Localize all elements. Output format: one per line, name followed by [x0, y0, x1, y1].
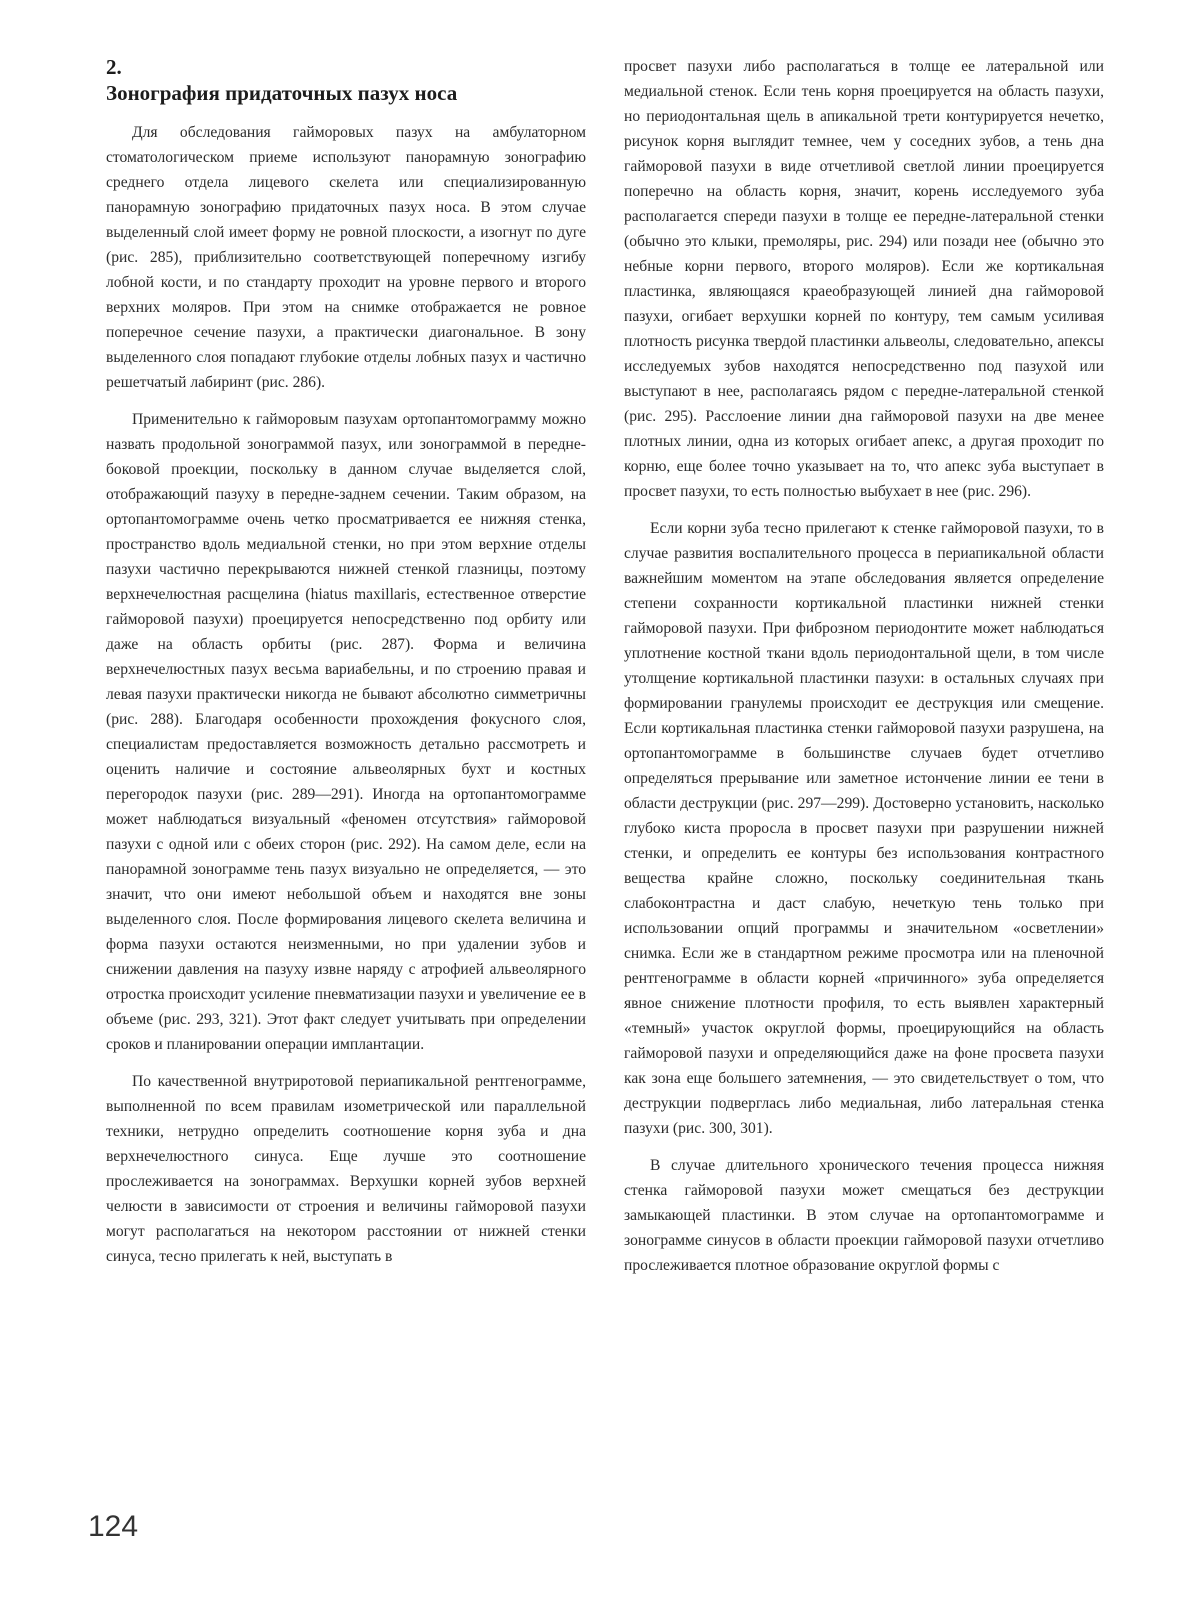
- paragraph: Если корни зуба тесно прилегают к стенке гайморовой пазухи, то в случае развития воспалительного процесса в периапикальной области важнейшим моментом на этапе обследования является определение степени сохранности кортикальной пластинки нижней стенки гайморовой пазухи. При фиброзном периодонтите может наблюдаться уплотнение костной ткани вдоль периодонтальной щели, в том числе утолщение кортикальной пластинки пазухи: в остальных случаях при формировании гранулемы происходит ее деструкция или смещение. Если кортикальная пластинка стенки гайморовой пазухи разрушена, на ортопантомограмме в большинстве случаев будет отчетливо определяться прерывание или заметное истончение линии ее тени в области деструкции (рис. 297—299). Достоверно установить, насколько глубоко киста проросла в просвет пазухи при разрушении нижней стенки, и определить ее контуры без использования контрастного вещества крайне сложно, поскольку соединительная ткань слабоконтрастна и даст слабую, нечеткую тень только при использовании опций программы и значительном «осветлении» снимка. Если же в стандартном режиме просмотра или на пленочной рентгенограмме в области корней «причинного» зуба определяется явное снижение плотности профиля, то есть выявлен характерный «темный» участок округлой формы, проецирующийся на область гайморовой пазухи и определяющийся даже на фоне просвета пазухи как зона еще большего затемнения, — это свидетельствует о том, что деструкции подверглась либо медиальная, либо латеральная стенка пазухи (рис. 300, 301).: [624, 520, 1104, 1137]
- paragraph: В случае длительного хронического течения процесса нижняя стенка гайморовой пазухи может смещаться без деструкции замыкающей пластинки. В этом случае на ортопантомограмме и зонограмме синусов в области проекции гайморовой пазухи отчетливо прослеживается плотное образование округлой формы с: [624, 1157, 1104, 1274]
- section-title: Зонография придаточных пазух носа: [106, 81, 458, 105]
- left-column: [106, 54, 586, 1281]
- paragraph: По качественной внутриротовой периапикальной рентгенограмме, выполненной по всем правилам изометрической или параллельной техники, нетрудно определить соотношение корня зуба и дна верхнечелюстного синуса. Еще лучше это соотношение прослеживается на зонограммах. Верхушки корней зубов верхней челюсти в зависимости от строения и величины гайморовой пазухи могут располагаться на некотором расстоянии от нижней стенки синуса, тесно прилегать к ней, выступать в: [106, 1073, 586, 1265]
- paragraph-continued: просвет пазухи либо располагаться в толще ее латеральной или медиальной стенок. Если тень корня проецируется на область пазухи, но периодонтальная щель в апикальной трети контурируется нечетко, рисунок корня выглядит темнее, чем у соседних зубов, а тень дна гайморовой пазухи в виде отчетливой светлой линии проецируется поперечно на область корня, значит, корень исследуемого зуба располагается спереди пазухи в толще ее передне-латеральной стенки (обычно это клыки, премоляры, рис. 294) или позади нее (обычно это небные корни первого, второго моляров). Если же кортикальная пластинка, являющаяся краеобразующей линией дна гайморовой пазухи, огибает верхушки корней по контуру, тем самым усиливая плотность рисунка твердой пластинки альвеолы, следовательно, апексы исследуемых зубов находятся непосредственно под пазухой или выступают в нее, располагаясь рядом с передне-латеральной стенкой (рис. 295). Расслоение линии дна гайморовой пазухи на две менее плотных линии, одна из которых огибает апекс, а другая проходит по корню, еще более точно указывает на то, что апекс зуба выступает в просвет пазухи, то есть полностью выбухает в нее (рис. 296).: [624, 58, 1104, 500]
- section-number: 2.: [106, 55, 122, 79]
- right-column: [624, 54, 1104, 1290]
- page-number: 124: [88, 1510, 139, 1543]
- paragraph: Применительно к гайморовым пазухам ортопантомограмму можно назвать продольной зонограммой пазух, или зонограммой в передне-боковой проекции, поскольку в данном случае выделяется слой, отображающий пазуху в передне-заднем сечении. Таким образом, на ортопантомограмме очень четко просматривается ее нижняя стенка, пространство вдоль медиальной стенки, но при этом верхние отделы пазухи частично перекрываются нижней стенкой глазницы, поэтому верхнечелюстная расщелина (hiatus maxillaris, естественное отверстие гайморовой пазухи) проецируется непосредственно под орбиту или даже на область орбиты (рис. 287). Форма и величина верхнечелюстных пазух весьма вариабельны, и по строению правая и левая пазухи практически никогда не бывают абсолютно симметричны (рис. 288). Благодаря особенности прохождения фокусного слоя, специалистам предоставляется возможность детально рассмотреть и оценить наличие и состояние альвеолярных бухт и костных перегородок пазухи (рис. 289—291). Иногда на ортопантомограмме может наблюдаться визуальный «феномен отсутствия» гайморовой пазухи с одной или с обеих сторон (рис. 292). На самом деле, если на панорамной зонограмме тень пазух визуально не определяется, — это значит, что они имеют небольшой объем и находятся вне зоны выделенного слоя. После формирования лицевого скелета величина и форма пазухи остаются неизменными, но при удалении зубов и снижении давления на пазуху извне наряду с атрофией альвеолярного отростка происходит усиление пневматизации пазухи и увеличение ее в объеме (рис. 293, 321). Этот факт следует учитывать при определении сроков и планировании операции имплантации.: [106, 411, 586, 1053]
- paragraph: Для обследования гайморовых пазух на амбулаторном стоматологическом приеме используют панорамную зонографию среднего отдела лицевого скелета или специализированную панорамную зонографию придаточных пазух носа. В этом случае выделенный слой имеет форму не ровной плоскости, а изогнут по дуге (рис. 285), приблизительно соответствующей поперечному изгибу лобной кости, и по стандарту проходит на уровне первого и второго верхних моляров. При этом на снимке отображается не ровное поперечное сечение пазухи, а практически диагональное. В зону выделенного слоя попадают глубокие отделы лобных пазух и частично решетчатый лабиринт (рис. 286).: [106, 124, 586, 391]
